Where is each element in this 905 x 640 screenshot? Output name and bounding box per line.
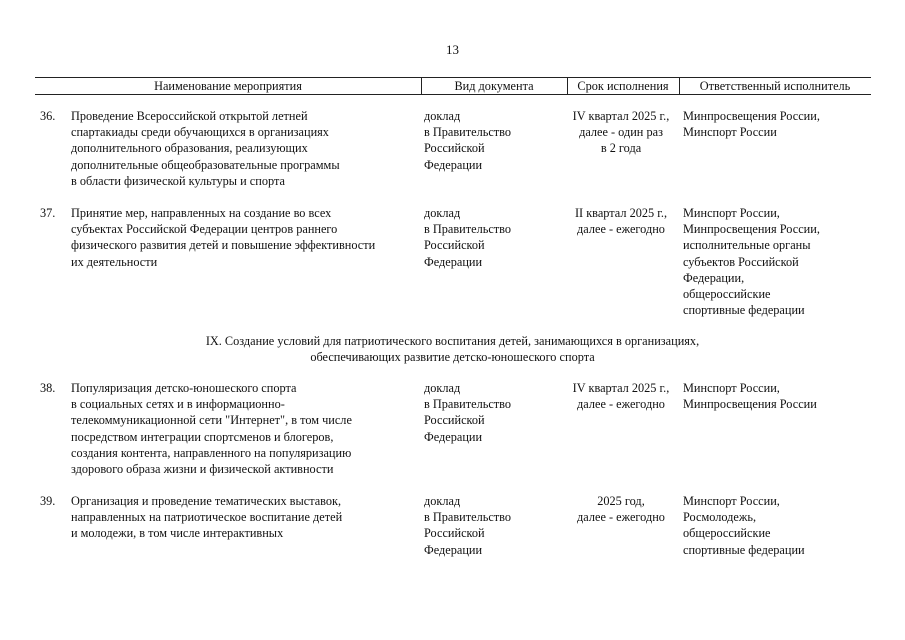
- header-doc: Вид документа: [454, 79, 534, 93]
- row-term: II квартал 2025 г., далее - ежегодно: [574, 206, 668, 237]
- row-name: Организация и проведение тематических выставок, направленных на патриотическое воспитание детей и молодежи, в том числе интерактивных: [71, 494, 343, 541]
- row-resp: Минспорт России, Минпросвещения России: [683, 381, 817, 412]
- row-number: 39.: [40, 494, 56, 508]
- row-number: 37.: [40, 206, 56, 220]
- row-resp: Минспорт России, Росмолодежь, общероссийские спортивные федерации: [683, 494, 805, 557]
- row-term: IV квартал 2025 г., далее - ежегодно: [572, 381, 670, 412]
- table-header: [35, 77, 871, 95]
- header-name: Наименование мероприятия: [154, 79, 302, 93]
- row-doc: доклад в Правительство Российской Федерации: [424, 381, 512, 444]
- row-name: Проведение Всероссийской открытой летней спартакиады среди обучающихся в организациях дополнительного образования, реализующих дополнительные общеобразовательные программы в области физической культуры и спорта: [71, 109, 340, 188]
- row-doc: доклад в Правительство Российской Федерации: [424, 109, 512, 172]
- row-name: Популяризация детско-юношеского спорта в социальных сетях и в информационно- телекоммуникационной сети "Интернет", в том числе посредством интеграции спортсменов и блогеров, создания контента, направленного на популяризацию здорового образа жизни и физической активности: [71, 381, 352, 477]
- row-resp: Минпросвещения России, Минспорт России: [683, 109, 820, 140]
- header-resp: Ответственный исполнитель: [699, 79, 851, 93]
- row-term: 2025 год, далее - ежегодно: [577, 494, 665, 525]
- header-term: Срок исполнения: [577, 79, 669, 93]
- page-number: 13: [446, 42, 459, 57]
- row-resp: Минспорт России, Минпросвещения России, исполнительные органы субъектов Российской Федерации, общероссийские спортивные федерации: [683, 206, 820, 318]
- row-doc: доклад в Правительство Российской Федерации: [424, 206, 512, 269]
- row-number: 38.: [40, 381, 56, 395]
- row-number: 36.: [40, 109, 56, 123]
- row-doc: доклад в Правительство Российской Федерации: [424, 494, 512, 557]
- row-name: Принятие мер, направленных на создание во всех субъектах Российской Федерации центров раннего физического развития детей и повышение эффективности их деятельности: [71, 206, 376, 269]
- section-title: IX. Создание условий для патриотического воспитания детей, занимающихся в организациях, обеспечивающих развитие детско-юношеского спорта: [205, 334, 700, 365]
- row-term: IV квартал 2025 г., далее - один раз в 2 года: [572, 109, 670, 156]
